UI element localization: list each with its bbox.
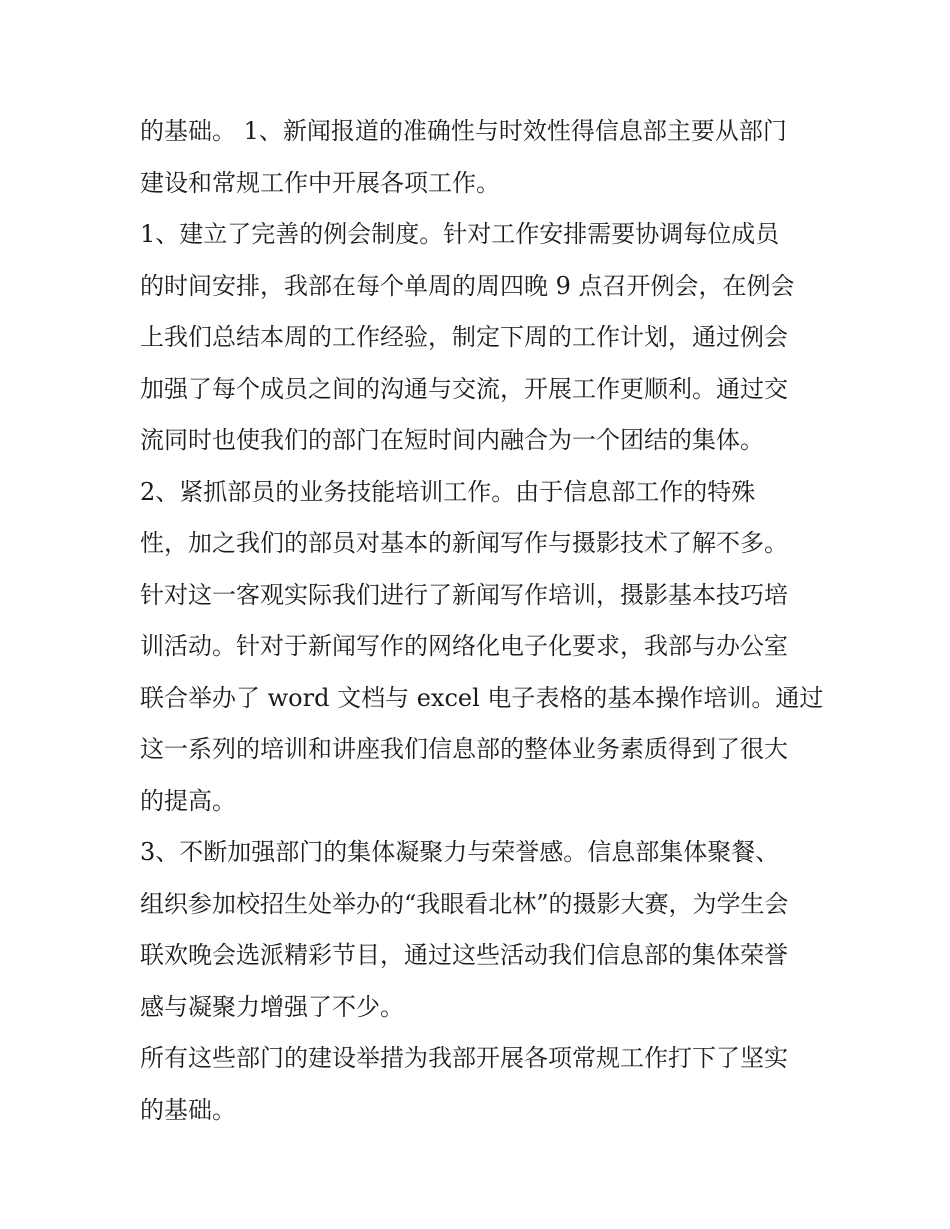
text-line: 联合举办了 word 文档与 excel 电子表格的基本操作培训。通过: [140, 683, 824, 712]
text-line: 这一系列的培训和讲座我们信息部的整体业务素质得到了很大: [140, 735, 788, 763]
text-line: 组织参加校招生处举办的“我眼看北林”的摄影大赛，为学生会: [140, 889, 789, 918]
text-line: 的基础。: [140, 1095, 236, 1124]
text-line: 加强了每个成员之间的沟通与交流，开展工作更顺利。通过交: [140, 374, 788, 403]
text-line: 流同时也使我们的部门在短时间内融合为一个团结的集体。: [140, 426, 764, 454]
text-line: 感与凝聚力增强了不少。: [140, 992, 404, 1021]
text-line: 1、建立了完善的例会制度。针对工作安排需要协调每位成员: [140, 220, 780, 248]
document-body: [140, 106, 824, 1136]
text-line: 的提高。: [140, 786, 236, 815]
text-line: 联欢晚会选派精彩节目，通过这些活动我们信息部的集体荣誉: [140, 941, 788, 969]
text-line: 所有这些部门的建设举措为我部开展各项常规工作打下了坚实: [140, 1044, 788, 1072]
text-line: 建设和常规工作中开展各项工作。: [140, 168, 500, 197]
text-line: 的基础。 1、新闻报道的准确性与时效性得信息部主要从部门: [140, 117, 787, 145]
text-line: 的时间安排，我部在每个单周的周四晚 9 点召开例会，在例会: [140, 271, 795, 300]
text-line: 训活动。针对于新闻写作的网络化电子化要求，我部与办公室: [140, 632, 788, 660]
text-line: 针对这一客观实际我们进行了新闻写作培训，摄影基本技巧培: [140, 580, 788, 609]
text-line: 上我们总结本周的工作经验，制定下周的工作计划，通过例会: [140, 323, 788, 351]
text-line: 性，加之我们的部员对基本的新闻写作与摄影技术了解不多。: [140, 529, 788, 557]
text-line: 3、不断加强部门的集体凝聚力与荣誉感。信息部集体聚餐、: [140, 838, 780, 866]
text-line: 2、紧抓部员的业务技能培训工作。由于信息部工作的特殊: [140, 477, 756, 506]
